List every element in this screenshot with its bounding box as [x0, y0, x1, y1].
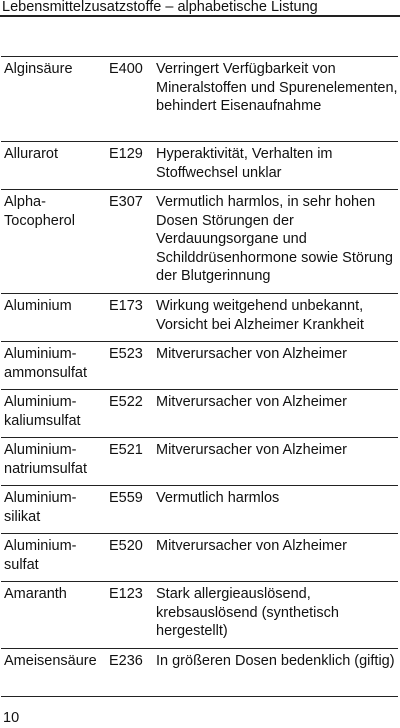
additive-e-number: E123 — [109, 582, 156, 649]
table-row — [1, 486, 398, 534]
table-row — [1, 582, 398, 649]
additive-e-number: E173 — [109, 294, 156, 342]
table-row — [1, 342, 398, 390]
additive-name: Ameisensäure — [1, 649, 109, 697]
table-row — [1, 438, 398, 486]
table-row — [1, 534, 398, 582]
table-row — [1, 390, 398, 438]
table-row — [1, 294, 398, 342]
additive-description: In größeren Dosen bedenklich (giftig) — [156, 649, 398, 697]
additive-name: Aluminium-sulfat — [1, 534, 109, 582]
additive-e-number: E129 — [109, 142, 156, 190]
additives-table — [1, 56, 398, 697]
additive-name: Aluminium-natriumsulfat — [1, 438, 109, 486]
additive-e-number: E307 — [109, 190, 156, 294]
additive-name: Amaranth — [1, 582, 109, 649]
additive-e-number: E236 — [109, 649, 156, 697]
additive-e-number: E559 — [109, 486, 156, 534]
page-header-title: Lebensmittelzusatzstoffe – alphabetische Listung — [0, 0, 400, 17]
table-row — [1, 57, 398, 142]
table-row — [1, 190, 398, 294]
additive-name: Allurarot — [1, 142, 109, 190]
additive-e-number: E523 — [109, 342, 156, 390]
additive-description: Mitverursacher von Alzheimer — [156, 438, 398, 486]
additive-e-number: E400 — [109, 57, 156, 142]
additive-description: Vermutlich harmlos, in sehr hohen Dosen Störungen der Verdauungsorgane und Schilddrüsenhormone sowie Störung der Blutgerinnung — [156, 190, 398, 294]
additive-description: Hyperaktivität, Verhalten im Stoffwechsel unklar — [156, 142, 398, 190]
additive-description: Vermutlich harmlos — [156, 486, 398, 534]
additive-description: Mitverursacher von Alzheimer — [156, 390, 398, 438]
page-number: 10 — [3, 710, 20, 726]
additive-e-number: E522 — [109, 390, 156, 438]
additive-description: Stark allergieauslösend, krebsauslösend (synthetisch hergestellt) — [156, 582, 398, 649]
additive-e-number: E520 — [109, 534, 156, 582]
additive-name: Aluminium-silikat — [1, 486, 109, 534]
additive-name: Alpha-Tocopherol — [1, 190, 109, 294]
table-row — [1, 649, 398, 697]
table-row — [1, 142, 398, 190]
additive-name: Aluminium-ammonsulfat — [1, 342, 109, 390]
additive-name: Alginsäure — [1, 57, 109, 142]
additive-description: Mitverursacher von Alzheimer — [156, 342, 398, 390]
additive-name: Aluminium-kaliumsulfat — [1, 390, 109, 438]
additive-name: Aluminium — [1, 294, 109, 342]
additive-e-number: E521 — [109, 438, 156, 486]
additive-description: Verringert Verfügbarkeit von Mineralstoffen und Spurenelementen, behindert Eisenaufnahme — [156, 57, 398, 142]
additive-description: Wirkung weitgehend unbekannt, Vorsicht bei Alzheimer Krankheit — [156, 294, 398, 342]
additive-description: Mitverursacher von Alzheimer — [156, 534, 398, 582]
